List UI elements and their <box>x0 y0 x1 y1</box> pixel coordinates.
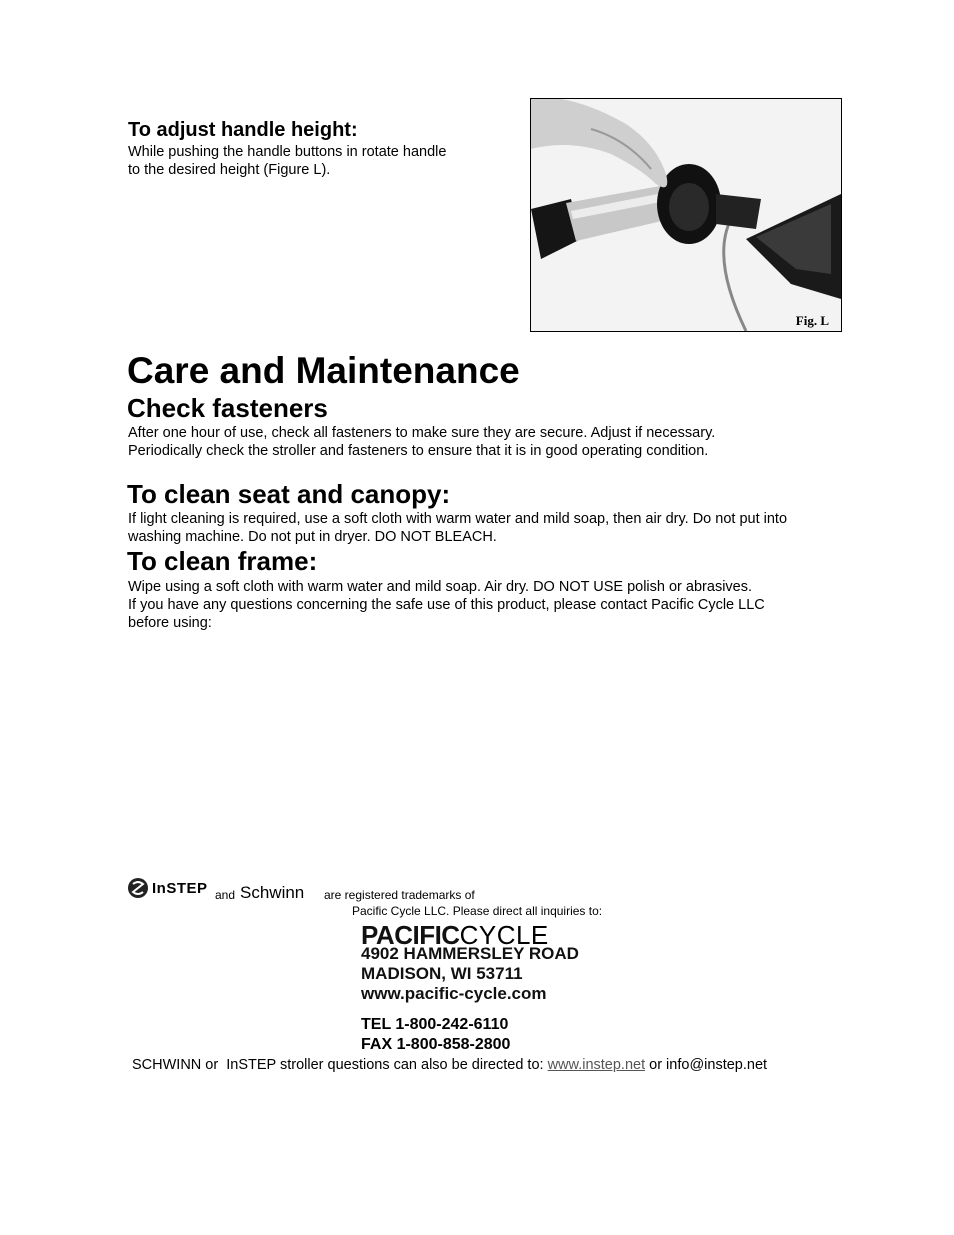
trademark-and: and <box>215 888 236 902</box>
pacific-website: www.pacific-cycle.com <box>361 984 547 1003</box>
clean-seat-text-line2: washing machine. Do not put in dryer. DO NOT BLEACH. <box>128 529 497 545</box>
clean-frame-text-line3: before using: <box>128 615 212 631</box>
clean-frame-heading: To clean frame: <box>127 546 318 576</box>
clean-frame-text-line2: If you have any questions concerning the safe use of this product, please contact Pacific Cycle LLC <box>128 597 765 613</box>
pacific-fax: FAX 1-800-858-2800 <box>361 1036 511 1053</box>
clean-frame-text-line1: Wipe using a soft cloth with warm water and mild soap. Air dry. DO NOT USE polish or abrasives. <box>128 579 753 595</box>
trademark-registered: are registered trademarks of <box>324 888 475 902</box>
handle-height-heading: To adjust handle height: <box>128 119 358 141</box>
handle-height-text-line1: While pushing the handle buttons in rotate handle <box>128 144 447 160</box>
trademark-direct: Pacific Cycle LLC. Please direct all inquiries to: <box>352 904 603 918</box>
check-fasteners-text-line2: Periodically check the stroller and fasteners to ensure that it is in good operating condition. <box>128 443 709 459</box>
handle-height-text-line2: to the desired height (Figure L). <box>128 162 331 178</box>
pacific-address-line1: 4902 HAMMERSLEY ROAD <box>361 944 579 963</box>
clean-seat-heading: To clean seat and canopy: <box>127 479 451 509</box>
pacific-tel: TEL 1-800-242-6110 <box>361 1016 509 1033</box>
instep-logo-text: InSTEP <box>152 879 208 897</box>
figure-label: Fig. L <box>795 313 829 328</box>
instep-website-link[interactable]: www.instep.net <box>547 1057 646 1073</box>
instep-swirl-icon <box>127 876 149 900</box>
pacific-logo-bold: PACIFIC <box>361 920 460 950</box>
pacific-address-line2: MADISON, WI 53711 <box>361 964 523 983</box>
check-fasteners-heading: Check fasteners <box>127 393 328 423</box>
footer-line <box>132 1056 767 1074</box>
check-fasteners-text-line1: After one hour of use, check all fasteners to make sure they are secure. Adjust if necessary. <box>128 425 716 441</box>
figure-l-photo <box>530 98 842 332</box>
footer-prefix: SCHWINN or InSTEP stroller questions can also be directed to: <box>132 1057 548 1073</box>
stroller-handle-illustration <box>531 99 841 331</box>
care-maintenance-heading: Care and Maintenance <box>127 350 520 391</box>
clean-seat-text-line1: If light cleaning is required, use a soft cloth with warm water and mild soap, then air dry. Do not put into <box>128 511 788 527</box>
footer-suffix: or info@instep.net <box>645 1057 768 1073</box>
pacific-logo-light: CYCLE <box>459 920 549 950</box>
instep-logo <box>127 876 208 900</box>
trademark-schwinn: Schwinn <box>240 883 305 902</box>
